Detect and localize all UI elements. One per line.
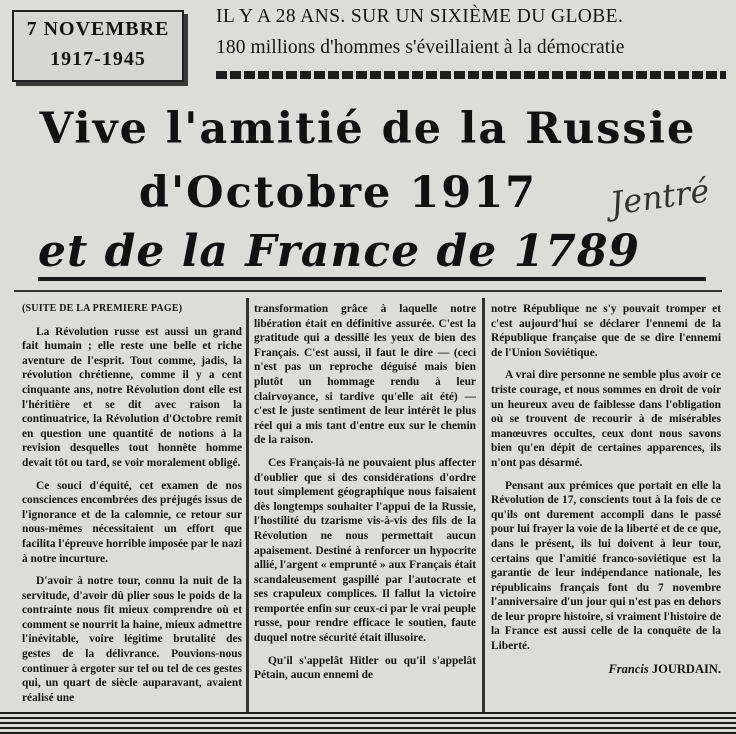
author-first-name: Francis: [608, 661, 649, 676]
paragraph: La Révolution russe est aussi un grand fait humain ; elle reste une belle et riche aventure de l'esprit. Tout comme, jadis, la révolution chrétienne, comme il y a cent cinquante ans, notre Révolution dont elle est l'héritière et se dit avec raison la continuatrice, la Révolution d'Octobre remit en question une quantité de notions à la revision desquelles tout honnête homme devait tôt ou tard, se voir moralement obligé.: [22, 325, 242, 469]
article-column-3: [491, 302, 721, 706]
paragraph: A vrai dire personne ne semble plus avoir ce triste courage, et nous sommes en droit de voir un heureux aveu de faiblesse dans l'obligation où se trouvent de recourir à de misérables manœuvres occultes, ceux dont nous savons bien qu'en dépit de certaines apparences, ils n'ont pas désarmé.: [491, 369, 721, 469]
headline-line1: Vive l'amitié de la Russie: [39, 104, 697, 154]
handwritten-note: Jentré: [607, 171, 712, 223]
column-divider: [246, 298, 249, 714]
kicker-line2: 180 millions d'hommes s'éveillaient à la démocratie: [216, 37, 625, 58]
author-signature: [491, 662, 721, 677]
headline-underline: [38, 277, 706, 281]
paragraph: D'avoir à notre tour, connu la nuit de la servitude, d'avoir dû plier sous le poids de la contrainte nous fit mieux comprendre où et comment se nourrit la haine, mieux admettre l'inévitable, voire légitime brutalité des gestes de la délivrance. Pouvions-nous continuer à ergoter sur tel ou tel de ces gestes qui, un quart de siècle auparavant, avaient réalisé une: [22, 575, 242, 704]
paragraph: transformation grâce à laquelle notre libération était en définitive assurée. C'est la gratitude qui a dessillé les yeux de bien des Français. C'est aussi, il faut le dire — (ceci n'est pas un reproche déguisé mais bien plutôt un hommage rendu à leur clairvoyance, si tardive qu'elle ait été) — c'est le juste sentiment de leur intérêt le plus réel qui a mis tant d'entre eux sur le chemin de la raison.: [254, 303, 476, 447]
article-column-2: [254, 302, 476, 706]
kicker-line1: IL Y A 28 ANS. SUR UN SIXIÈME DU GLOBE.: [216, 6, 624, 27]
paragraph: Qu'il s'appelât Hitler ou qu'il s'appelât Pétain, aucun ennemi de: [254, 654, 476, 682]
headline-line2: d'Octobre 1917: [138, 168, 538, 218]
headline-line3: et de la France de 1789: [38, 226, 641, 277]
paragraph: Ces Français-là ne pouvaient plus affecter d'oublier que si des considérations d'ordre tout simplement géographique nous faisaient dès longtemps souhaiter l'appui de la Russie, l'hostilité du tzarisme vis-à-vis des fils de la Révolution ne nous permettait aucun apaisement. Destiné à renforcer un hypocrite allié, l'argent « emprunté » aux Français était scandaleusement gaspillé par l'autocrate et ses crapuleux complices. Il fallut la victoire remportée enfin sur ceux-ci par le vrai peuple russe, pour rendre efficace le soutien, faute duquel notre sécurité était illusoire.: [254, 456, 476, 645]
bottom-rule: [0, 712, 736, 734]
date-box: [12, 10, 184, 82]
article-top-rule: [14, 290, 722, 292]
date-box-line2: 1917-1945: [50, 48, 146, 70]
paragraph: notre République ne s'y pouvait tromper et c'est aujourd'hui se déclarer l'ennemi de la République française que de se dire l'ennemi de l'Union Soviétique.: [491, 303, 721, 359]
author-last-name: JOURDAIN.: [651, 661, 721, 676]
continuation-note: (SUITE DE LA PREMIERE PAGE): [22, 303, 183, 314]
article-column-1: [22, 302, 242, 706]
paragraph: Ce souci d'équité, cet examen de nos consciences encombrées des préjugés issus de l'ignorance et de la calomnie, ce retour sur nous-mêmes nécessitaient un effort que facilita l'épreuve horrible imposée par le nazi à notre incurture.: [22, 479, 242, 565]
date-box-line1: 7 NOVEMBRE: [26, 18, 170, 40]
dashed-rule: [216, 71, 726, 79]
paragraph: Pensant aux prémices que portait en elle la Révolution de 17, conscients tout à la fois de ce qu'ils ont durement accompli dans le passé pour lui frayer la voie de la liberté et de ce que, dans le présent, ils lui doivent à leur tour, certains que l'amitié franco-soviétique est la garantie de leur indépendance nationale, les républicains français font du 7 novembre l'anniversaire d'un jour qui n'est pas en dehors de leur propre histoire, si vraiment l'histoire de la France est aussi celle de la conquête de la Liberté.: [491, 479, 721, 653]
column-divider: [482, 298, 485, 714]
